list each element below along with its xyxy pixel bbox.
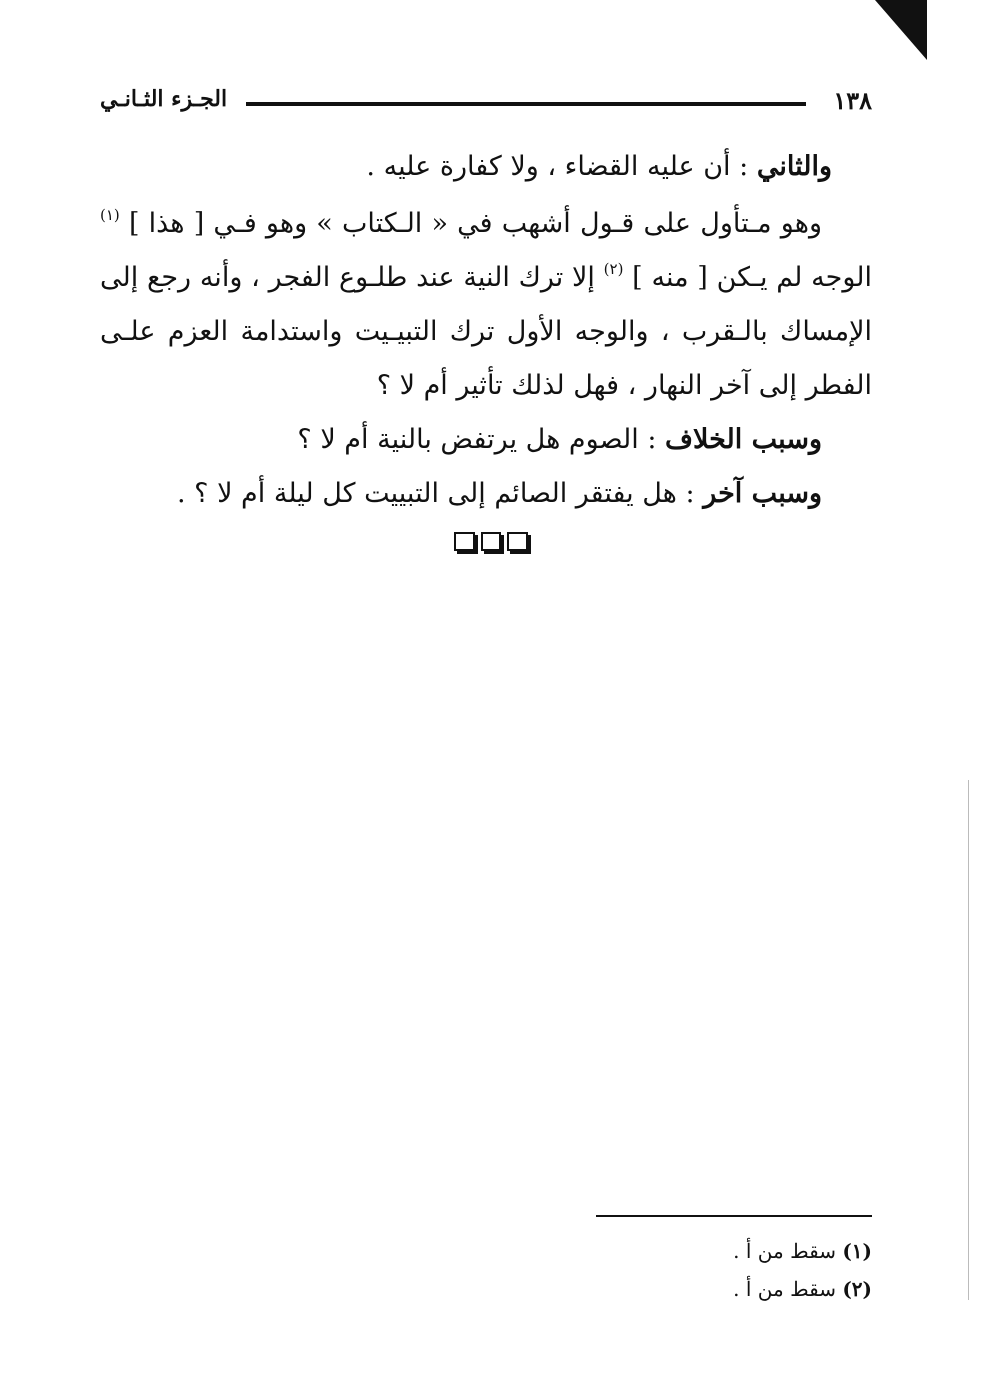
ornament-square-icon — [507, 532, 528, 551]
corner-mark — [875, 0, 927, 60]
part-title: الجـزء الثـانـي — [100, 86, 228, 112]
footnote-2 — [560, 1270, 872, 1308]
footnote-1-text: سقط من أ . — [733, 1239, 843, 1263]
paragraph-4 — [100, 467, 872, 521]
paragraph-2-part-b: الوجه لم يـكن [ منه ] — [623, 262, 872, 293]
footnote-2-number: (٢) — [842, 1277, 872, 1301]
paragraph-3-text: : الصوم هل يرتفض بالنية أم لا ؟ — [297, 424, 666, 455]
section-end-ornament — [454, 532, 528, 554]
footnote-ref-2: (٢) — [603, 260, 624, 278]
ornament-square-icon — [454, 532, 475, 551]
footnote-rule — [596, 1215, 872, 1217]
paragraph-2 — [100, 197, 872, 413]
footnotes — [560, 1232, 872, 1308]
paragraph-1 — [100, 140, 872, 194]
scan-margin-line — [968, 780, 969, 1300]
paragraph-1-lead: والثاني — [756, 151, 832, 182]
paragraph-4-text: : هل يفتقر الصائم إلى التبييت كل ليلة أم لا ؟ . — [177, 478, 704, 509]
main-text — [100, 140, 872, 521]
footnote-2-text: سقط من أ . — [733, 1277, 843, 1301]
page-number: ١٣٨ — [833, 86, 872, 115]
running-head — [100, 84, 872, 124]
paragraph-1-text: : أن عليه القضاء ، ولا كفارة عليه . — [366, 151, 757, 182]
paragraph-3-lead: وسبب الخلاف — [665, 424, 822, 455]
header-rule — [246, 102, 806, 106]
footnote-1 — [560, 1232, 872, 1270]
footnote-1-number: (١) — [842, 1239, 872, 1263]
ornament-square-icon — [481, 532, 502, 551]
paragraph-2-part-a: وهو مـتأول على قـول أشهب في « الـكتاب » وهو فـي [ هذا ] — [119, 208, 822, 239]
paragraph-4-lead: وسبب آخر — [703, 478, 822, 509]
paragraph-2-part-c: إلا ترك النية عند طلـوع الفجر ، وأنه رجع إلى الإمساك بالـقرب ، والوجه الأول ترك التبيـيت واستدامة العزم علـى الفطر إلى آخر النهار ، فهل لذلك تأثير أم لا ؟ — [100, 262, 872, 401]
paragraph-3 — [100, 413, 872, 467]
footnote-ref-1: (١) — [100, 206, 120, 224]
